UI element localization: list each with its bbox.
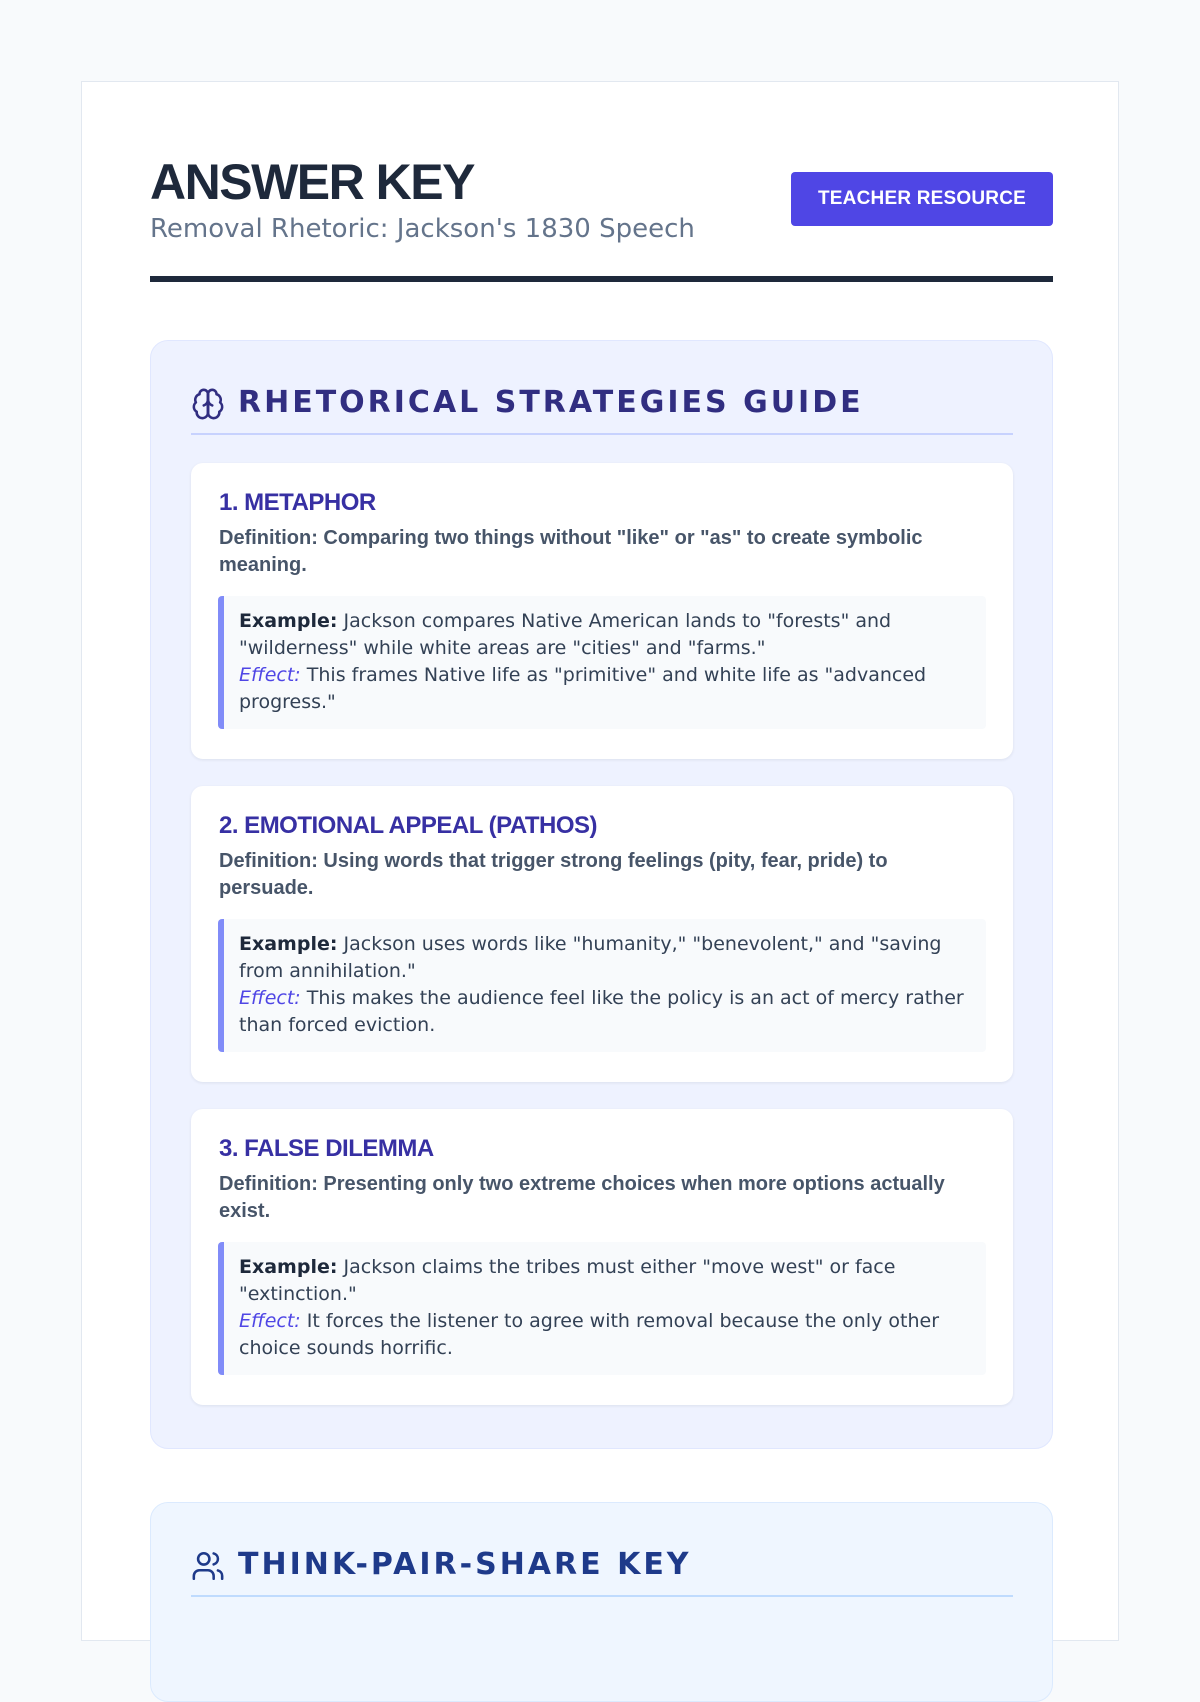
strategy-card-pathos <box>191 786 1013 1082</box>
example-body: Jackson uses words like "humanity," "benevolent," and "saving from annihilation." <box>239 933 942 982</box>
page-title: ANSWER KEY <box>150 154 474 210</box>
effect-text <box>239 662 972 716</box>
example-body: Jackson claims the tribes must either "move west" or face "extinction." <box>239 1256 896 1305</box>
think-pair-share-section <box>150 1502 1053 1702</box>
strategy-card-metaphor <box>191 463 1013 759</box>
strategy-definition: Definition: Presenting only two extreme choices when more options actually exist. <box>219 1173 945 1222</box>
effect-body: It forces the listener to agree with removal because the only other choice sounds horrific. <box>239 1310 940 1359</box>
effect-body: This frames Native life as "primitive" and white life as "advanced progress." <box>239 664 927 713</box>
example-label: Example: <box>239 1256 338 1278</box>
effect-body: This makes the audience feel like the policy is an act of mercy rather than forced eviction. <box>239 987 964 1036</box>
strategy-title: 2. EMOTIONAL APPEAL (PATHOS) <box>219 812 598 839</box>
example-label: Example: <box>239 933 338 955</box>
strategy-title: 1. METAPHOR <box>219 489 376 516</box>
strategy-card-false-dilemma <box>191 1109 1013 1405</box>
example-text <box>239 931 972 985</box>
section-title: RHETORICAL STRATEGIES GUIDE <box>238 385 864 420</box>
effect-label: Effect: <box>239 987 301 1009</box>
section-header <box>191 383 1013 435</box>
example-text <box>239 1254 972 1308</box>
section-header <box>191 1545 1013 1597</box>
effect-label: Effect: <box>239 664 301 686</box>
page-header <box>150 152 1053 282</box>
users-icon <box>191 1549 225 1583</box>
page-subtitle: Removal Rhetoric: Jackson's 1830 Speech <box>150 214 695 244</box>
strategy-definition: Definition: Using words that trigger strong feelings (pity, fear, pride) to persuade. <box>219 850 888 899</box>
strategy-title: 3. FALSE DILEMMA <box>219 1135 434 1162</box>
section-title: THINK-PAIR-SHARE KEY <box>238 1547 692 1582</box>
example-box <box>218 596 986 729</box>
example-label: Example: <box>239 610 338 632</box>
effect-text <box>239 985 972 1039</box>
teacher-resource-badge: TEACHER RESOURCE <box>791 172 1053 226</box>
example-box <box>218 919 986 1052</box>
effect-label: Effect: <box>239 1310 301 1332</box>
example-text <box>239 608 972 662</box>
brain-icon <box>191 387 225 421</box>
example-box <box>218 1242 986 1375</box>
example-body: Jackson compares Native American lands to "forests" and "wilderness" while white areas are "cities" and "farms." <box>239 610 892 659</box>
answer-key-page <box>81 81 1119 1641</box>
effect-text <box>239 1308 972 1362</box>
strategy-definition: Definition: Comparing two things without "like" or "as" to create symbolic meaning. <box>219 527 923 576</box>
rhetorical-strategies-section <box>150 340 1053 1449</box>
